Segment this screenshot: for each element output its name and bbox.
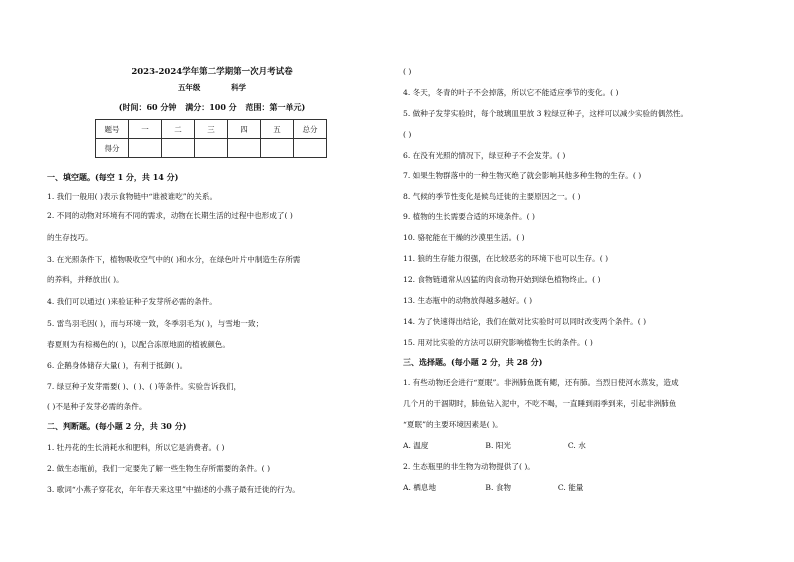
judge-question-14: 14. 为了快速得出结论，我们在做对比实验时可以同时改变两个条件。( ): [403, 317, 647, 326]
fill-question-4: 4. 我们可以通过( )来验证种子发芽所必需的条件。: [47, 297, 217, 306]
option-a[interactable]: A. 温度: [403, 441, 429, 450]
score-cell[interactable]: [261, 139, 294, 158]
option-c[interactable]: C. 水: [567, 441, 586, 450]
option-c[interactable]: C. 能量: [557, 483, 584, 492]
judge-question-15: 15. 用对比实验的方法可以研究影响植物生长的条件。( ): [403, 338, 593, 347]
judge-question-13: 13. 生态瓶中的动物放得越多越好。( ): [403, 296, 533, 305]
judge-question-2: 2. 做生态瓶前，我们一定要先了解一些生物生存所需要的条件。( ): [47, 464, 271, 473]
choice-2-options: [403, 482, 583, 493]
judge-question-5-cont: ( ): [403, 130, 412, 139]
score-info: 满分：100 分: [185, 102, 237, 112]
judge-question-12: 12. 食物链通常从凶猛的肉食动物开始到绿色植物终止。( ): [403, 275, 601, 284]
choice-question-1-cont: 几个月的干涸期时，肺鱼钻入泥中，不吃不喝，一直睡到雨季到来，引起非洲肺鱼: [403, 399, 677, 408]
fill-question-1: 1. 我们一般用( )表示食物链中“谁被谁吃”的关系。: [47, 192, 218, 201]
judge-question-1: 1. 牡丹花的生长消耗水和肥料，所以它是消费者。( ): [47, 443, 225, 452]
fill-question-5-cont: 春夏则为有棕褐色的( )，以配合冻原地面的植被颜色。: [47, 340, 230, 349]
score-cell[interactable]: [228, 139, 261, 158]
fill-question-7: 7. 绿豆种子发芽需要( )、( )、( )等条件。实验告诉我们，: [47, 382, 242, 391]
judge-question-10: 10. 骆驼能在干燥的沙漠里生活。( ): [403, 233, 525, 242]
score-cell: 题号: [96, 120, 129, 139]
score-cell[interactable]: [195, 139, 228, 158]
grade-label: 五年级: [177, 83, 201, 92]
scope-info: 范围：第一单元): [245, 102, 306, 112]
score-table: [95, 119, 327, 158]
score-table-score-row: [96, 139, 327, 158]
judge-question-8: 8. 气候的季节性变化是候鸟迁徙的主要原因之一。( ): [403, 192, 581, 201]
section-true-false: 二、判断题。(每小题 2 分，共 30 分): [47, 421, 187, 431]
score-cell[interactable]: [162, 139, 195, 158]
choice-question-2: 2. 生态瓶里的非生物为动物提供了( )。: [403, 462, 535, 471]
section-fill-blank: 一、填空题。(每空 1 分，共 14 分): [47, 172, 179, 182]
score-cell: 一: [129, 120, 162, 139]
judge-question-7: 7. 如果生物群落中的一种生物灭绝了就会影响其他多种生物的生存。( ): [403, 171, 642, 180]
exam-info: [47, 102, 377, 113]
judge-question-3: 3. 歌词“小燕子穿花衣，年年春天来这里”中描述的小燕子最有迁徙的行为。: [47, 485, 300, 494]
score-cell: 四: [228, 120, 261, 139]
fill-question-3-cont: 的养料，并释放出( )。: [47, 275, 124, 284]
judge-question-3-cont: ( ): [403, 67, 412, 76]
option-b[interactable]: B. 食物: [485, 483, 512, 492]
score-cell: 五: [261, 120, 294, 139]
score-cell: 得分: [96, 139, 129, 158]
fill-question-3: 3. 在光照条件下，植物吸收空气中的( )和水分，在绿色叶片中制造生存所需: [47, 255, 301, 264]
score-cell[interactable]: [294, 139, 327, 158]
score-cell: 二: [162, 120, 195, 139]
fill-question-2-cont: 的生存技巧。: [47, 233, 93, 242]
choice-question-1: 1. 有些动物还会进行“夏眠”。非洲肺鱼既有鳃，还有肺。当烈日使河水蒸发，造成: [403, 378, 679, 387]
score-cell: 总分: [294, 120, 327, 139]
fill-question-5: 5. 雷鸟羽毛因( )，而与环境一致，冬季羽毛为( )，与雪地一致；: [47, 319, 264, 328]
option-b[interactable]: B. 阳光: [485, 441, 512, 450]
grade-subject: [47, 82, 377, 93]
judge-question-11: 11. 狼的生存能力很强，在比较恶劣的环境下也可以生存。( ): [403, 254, 609, 263]
fill-question-7-cont: ( )不是种子发芽必需的条件。: [47, 402, 147, 411]
section-multiple-choice: 三、选择题。(每小题 2 分，共 28 分): [403, 357, 543, 367]
score-cell[interactable]: [129, 139, 162, 158]
score-cell: 三: [195, 120, 228, 139]
fill-question-6: 6. 企鹅身体储存大量( )，有利于抵御( )。: [47, 361, 188, 370]
judge-question-9: 9. 植物的生长需要合适的环境条件。( ): [403, 212, 535, 221]
judge-question-4: 4. 冬天，冬青的叶子不会掉落，所以它不能适应季节的变化。( ): [403, 88, 619, 97]
choice-1-options: [403, 440, 586, 451]
score-table-header-row: [96, 120, 327, 139]
choice-question-1-cont2: “夏眠”的主要环境因素是( )。: [403, 420, 503, 429]
judge-question-6: 6. 在没有光照的情况下，绿豆种子不会发芽。( ): [403, 151, 566, 160]
option-a[interactable]: A. 栖息地: [403, 483, 437, 492]
exam-title: 2023-2024学年第二学期第一次月考试卷: [131, 67, 293, 77]
time-info: (时间：60 分钟: [118, 102, 177, 112]
subject-label: 科学: [231, 83, 247, 92]
fill-question-2: 2. 不同的动物对环境有不同的需求，动物在长期生活的过程中也形成了( ): [47, 211, 293, 220]
judge-question-5: 5. 做种子发芽实验时，每个玻璃皿里放 3 粒绿豆种子，这样可以减少实验的偶然性。: [403, 109, 689, 118]
